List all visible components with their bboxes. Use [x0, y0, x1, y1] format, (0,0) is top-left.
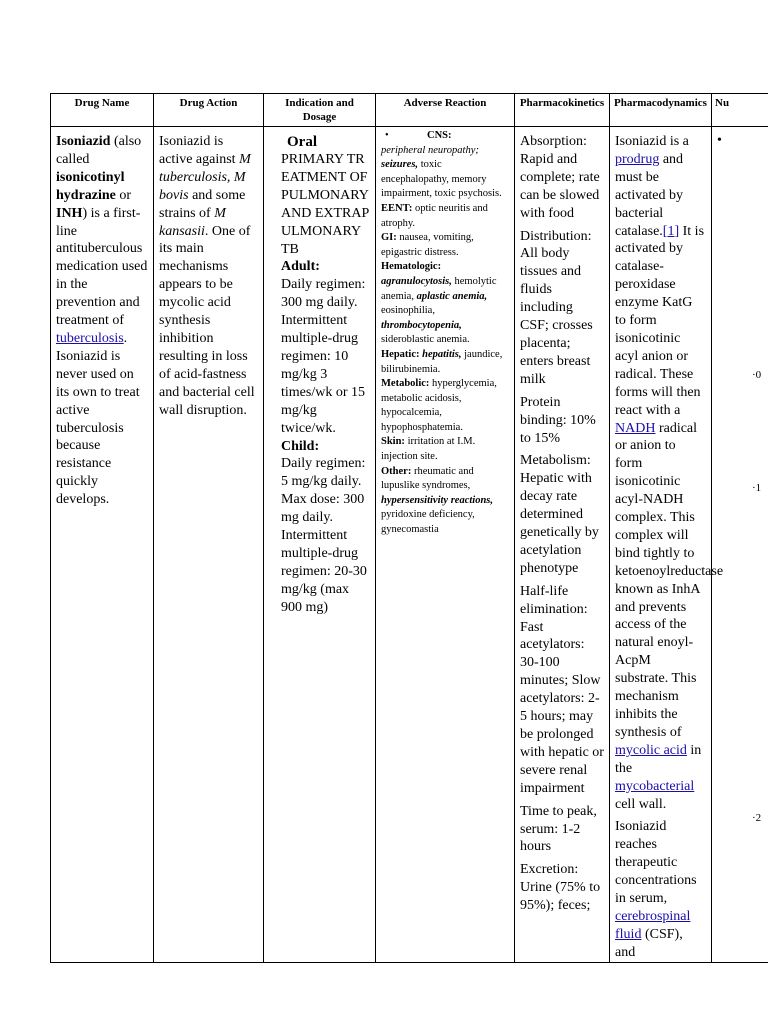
mycolic-acid-link[interactable]: mycolic acid [615, 742, 687, 758]
skin-text [381, 435, 509, 464]
protein-binding: Protein binding: 10% to 15% [520, 394, 596, 446]
gi-text [381, 231, 509, 260]
species-name: M tuberculosis, [159, 151, 251, 185]
text: hemolytic anemia, [381, 275, 497, 302]
text: sideroblastic anemia. [381, 334, 470, 346]
text: (CSF), and [615, 926, 683, 960]
metabolic-label: Metabolic: [381, 378, 430, 390]
text: Isoniazid is a [615, 134, 689, 149]
text: Isoniazid reaches therapeutic concentrations in serum, [615, 819, 697, 907]
species-name: M bovis [159, 169, 246, 203]
text: hypersensitivity reactions, [381, 494, 493, 506]
time-to-peak: Time to peak, serum: 1-2 hours [520, 803, 597, 855]
header-nursing: Nu [712, 94, 768, 127]
cns-heading [381, 129, 509, 144]
adult-label: Adult: [281, 259, 320, 275]
text: rheumatic and lupuslike syndromes, [381, 465, 474, 492]
header-drug-name: Drug Name [51, 94, 154, 127]
header-row [51, 94, 768, 127]
list-marker: ·1 [752, 482, 762, 494]
metabolic-text [381, 377, 509, 435]
adult-text: Daily regimen: 300 mg daily. Intermittent multiple-drug regimen: 10 mg/kg 3 times/wk or 15 mg/kg twice/wk. [281, 277, 366, 436]
cns-label: CNS: [427, 130, 452, 141]
cerebrospinal-fluid-link[interactable]: cerebrospinal fluid [615, 908, 691, 942]
text: seizures, [381, 159, 419, 171]
distribution: Distribution: All body tissues and fluids including CSF; crosses placenta; enters breast milk [520, 228, 593, 387]
text: jaundice, bilirubinemia. [381, 348, 503, 375]
cell-drug-action [154, 127, 264, 963]
text: radical or anion to form isonicotinic acyl-NADH complex. This complex will bind tightly to ketoenoylreductase known as InhA and prevents access of the natural enoyl-AcpM substrate. This mechanism inhibits the synthesis of [615, 420, 724, 740]
absorption: Absorption: Rapid and complete; rate can be slowed with food [520, 134, 600, 221]
text: or [115, 187, 132, 203]
metabolism: Metabolism: Hepatic with decay rate determined genetically by acetylation phenotype [520, 453, 599, 576]
header-drug-action: Drug Action [154, 94, 264, 127]
cell-nursing [712, 127, 768, 963]
text: thrombocytopenia, [381, 319, 462, 331]
bullet: • [385, 130, 389, 141]
hematologic-label: Hematologic: [381, 261, 442, 273]
skin-label: Skin: [381, 436, 405, 448]
cell-drug-name [51, 127, 154, 963]
child-label: Child: [281, 438, 320, 454]
child-dosage [264, 438, 370, 617]
text: . One of its main mechanisms appears to be mycolic acid synthesis inhibition resulting in loss of acid-fastness and bacterial cell wall disruption. [159, 223, 255, 418]
hematologic-text [381, 260, 509, 348]
text: hyperglycemia, metabolic acidosis, hypocalcemia, hypophosphatemia. [381, 378, 497, 433]
text: toxic encephalopathy, memory impairment, toxic psychosis. [381, 159, 502, 200]
text: and some strains of [159, 187, 246, 221]
text: ) is a first-line antituberculous medication used in the prevention and treatment of [56, 205, 148, 329]
list-marker: ·2 [752, 812, 762, 824]
eent-label: EENT: [381, 202, 413, 214]
drug-name: Isoniazid [56, 134, 111, 149]
species-name: M kansasii [159, 205, 226, 239]
bullet: • [717, 133, 722, 148]
cns-text [381, 144, 509, 202]
text: pyridoxine deficiency, gynecomastia [381, 509, 475, 536]
text: It is activated by catalase-peroxidase enzyme KatG to form isonicotinic acyl anion or radical. These forms will then react with a [615, 223, 705, 418]
text: nausea, vomiting, epigastric distress. [381, 232, 474, 258]
text: aplastic anemia, [416, 290, 488, 302]
cell-pharmacodynamics [610, 127, 724, 963]
adult-dosage [264, 258, 370, 437]
hepatic-label: Hepatic: [381, 348, 420, 360]
route-label: Oral [287, 134, 317, 150]
half-life: Half-life elimination: Fast acetylators: 30-100 minutes; Slow acetylators: 2-5 hours; may be prolonged with hepatic or severe renal impairment [520, 583, 604, 796]
cell-adverse-reaction [376, 127, 515, 963]
reference-link[interactable]: [1] [662, 223, 680, 239]
text: and must be activated by bacterial catalase. [615, 151, 684, 239]
child-text: Daily regimen: 5 mg/kg daily. Max dose: 300 mg daily. Intermittent multiple-drug regimen: 20-30 mg/kg (max 900 mg) [281, 456, 367, 615]
text: eosinophilia, [381, 305, 435, 317]
drug-abbr: INH [56, 205, 83, 221]
text: peripheral neuropathy; [381, 144, 479, 156]
other-text [381, 465, 509, 538]
hepatic-text [381, 348, 509, 377]
nadh-link[interactable]: NADH [615, 420, 656, 436]
text: optic neuritis and atrophy. [381, 202, 488, 229]
header-adverse-reaction: Adverse Reaction [376, 94, 515, 127]
text: irritation at I.M. injection site. [381, 436, 476, 463]
mechanism-paragraph [615, 133, 724, 813]
concentration-paragraph [615, 818, 706, 961]
header-indication: Indication and Dosage [264, 94, 376, 127]
eent-text [381, 202, 509, 231]
text: agranulocytosis, [381, 275, 452, 287]
cell-pharmacokinetics [515, 127, 610, 963]
text: in the [615, 742, 702, 776]
text: (also called [56, 134, 142, 167]
header-pharmacokinetics: Pharmacokinetics [515, 94, 610, 127]
text: Isoniazid is active against [159, 134, 240, 167]
list-marker: ·0 [752, 369, 762, 381]
text: cell wall. [615, 796, 667, 812]
prodrug-link[interactable]: prodrug [615, 151, 660, 167]
excretion: Excretion: Urine (75% to 95%); feces; [520, 862, 601, 914]
tuberculosis-link[interactable]: tuberculosis [56, 330, 124, 346]
gi-label: GI: [381, 232, 397, 244]
drug-alt-name: isonicotinyl hydrazine [56, 169, 125, 203]
cell-indication [264, 127, 376, 963]
text: . Isoniazid is never used on its own to treat active tuberculosis because resistance quickly develops. [56, 330, 140, 508]
primary-indication: PRIMARY TREATMENT OF PULMONARY AND EXTRAPULMONARY TB [281, 152, 370, 257]
other-label: Other: [381, 465, 412, 477]
table-row [51, 127, 768, 963]
drug-study-table [50, 93, 768, 963]
text: hepatitis, [419, 348, 462, 360]
mycobacterial-link[interactable]: mycobacterial [615, 778, 695, 794]
header-pharmacodynamics: Pharmacodynamics [610, 94, 712, 127]
